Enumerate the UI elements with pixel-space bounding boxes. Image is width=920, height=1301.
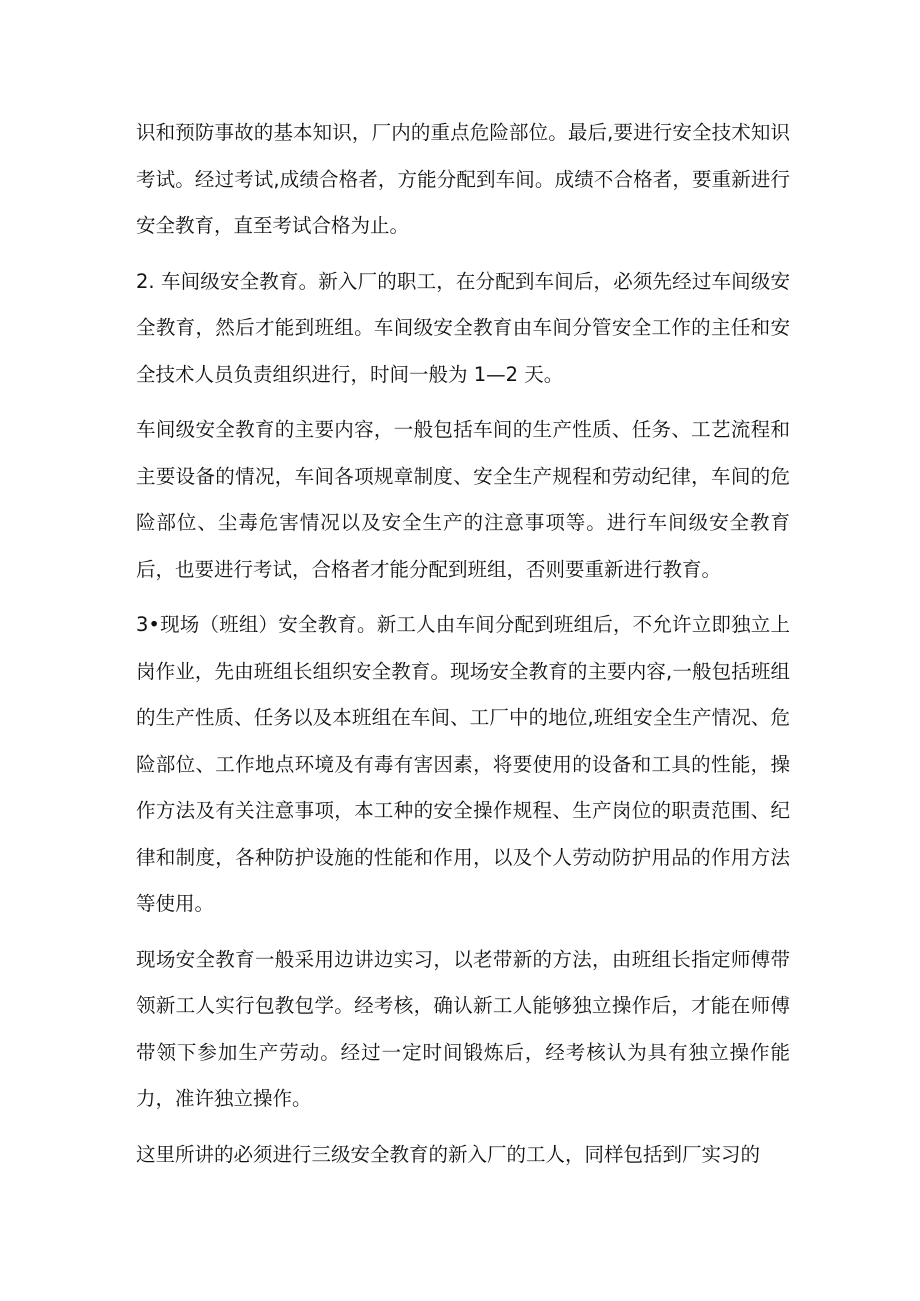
paragraph-team-education: 3•现场（班组）安全教育。新工人由车间分配到班组后，不允许立即独立上岗作业，先由班组长组织安全教育。现场安全教育的主要内容,一般包括班组的生产性质、任务以及本班组在车间、工厂中的地位,班组安全生产情况、危险部位、工作地点环境及有毒有害因素，将要使用的设备和工具的性能，操作方法及有关注意事项，本工种的安全操作规程、生产岗位的职责范围、纪律和制度，各种防护设施的性能和作用，以及个人劳动防护用品的作用方法等使用。 — [136, 613, 790, 915]
paragraph-workshop-content: 车间级安全教育的主要内容，一般包括车间的生产性质、任务、工艺流程和主要设备的情况，车间各项规章制度、安全生产规程和劳动纪律，车间的危险部位、尘毒危害情况以及安全生产的注意事项等。进行车间级安全教育后，也要进行考试，合格者才能分配到班组，否则要重新进行教育。 — [136, 418, 790, 581]
paragraph-exam-requirements: 识和预防事故的基本知识，厂内的重点危险部位。最后,要进行安全技术知识考试。经过考试,成绩合格者，方能分配到车间。成绩不合格者，要重新进行安全教育，直至考试合格为止。 — [136, 121, 790, 237]
paragraph-scope: 这里所讲的必须进行三级安全教育的新入厂的工人，同样包括到厂实习的 — [136, 1142, 761, 1166]
paragraph-team-method: 现场安全教育一般采用边讲边实习，以老带新的方法，由班组长指定师傅带领新工人实行包教包学。经考核，确认新工人能够独立操作后，才能在师傅带领下参加生产劳动。经过一定时间锻炼后，经考核认为具有独立操作能力，准许独立操作。 — [136, 947, 790, 1110]
document-body — [136, 110, 790, 1187]
paragraph-workshop-education: 2. 车间级安全教育。新入厂的职工，在分配到车间后，必须先经过车间级安全教育，然后才能到班组。车间级安全教育由车间分管安全工作的主任和安全技术人员负责组织进行，时间一般为 1—2 天。 — [136, 269, 790, 386]
